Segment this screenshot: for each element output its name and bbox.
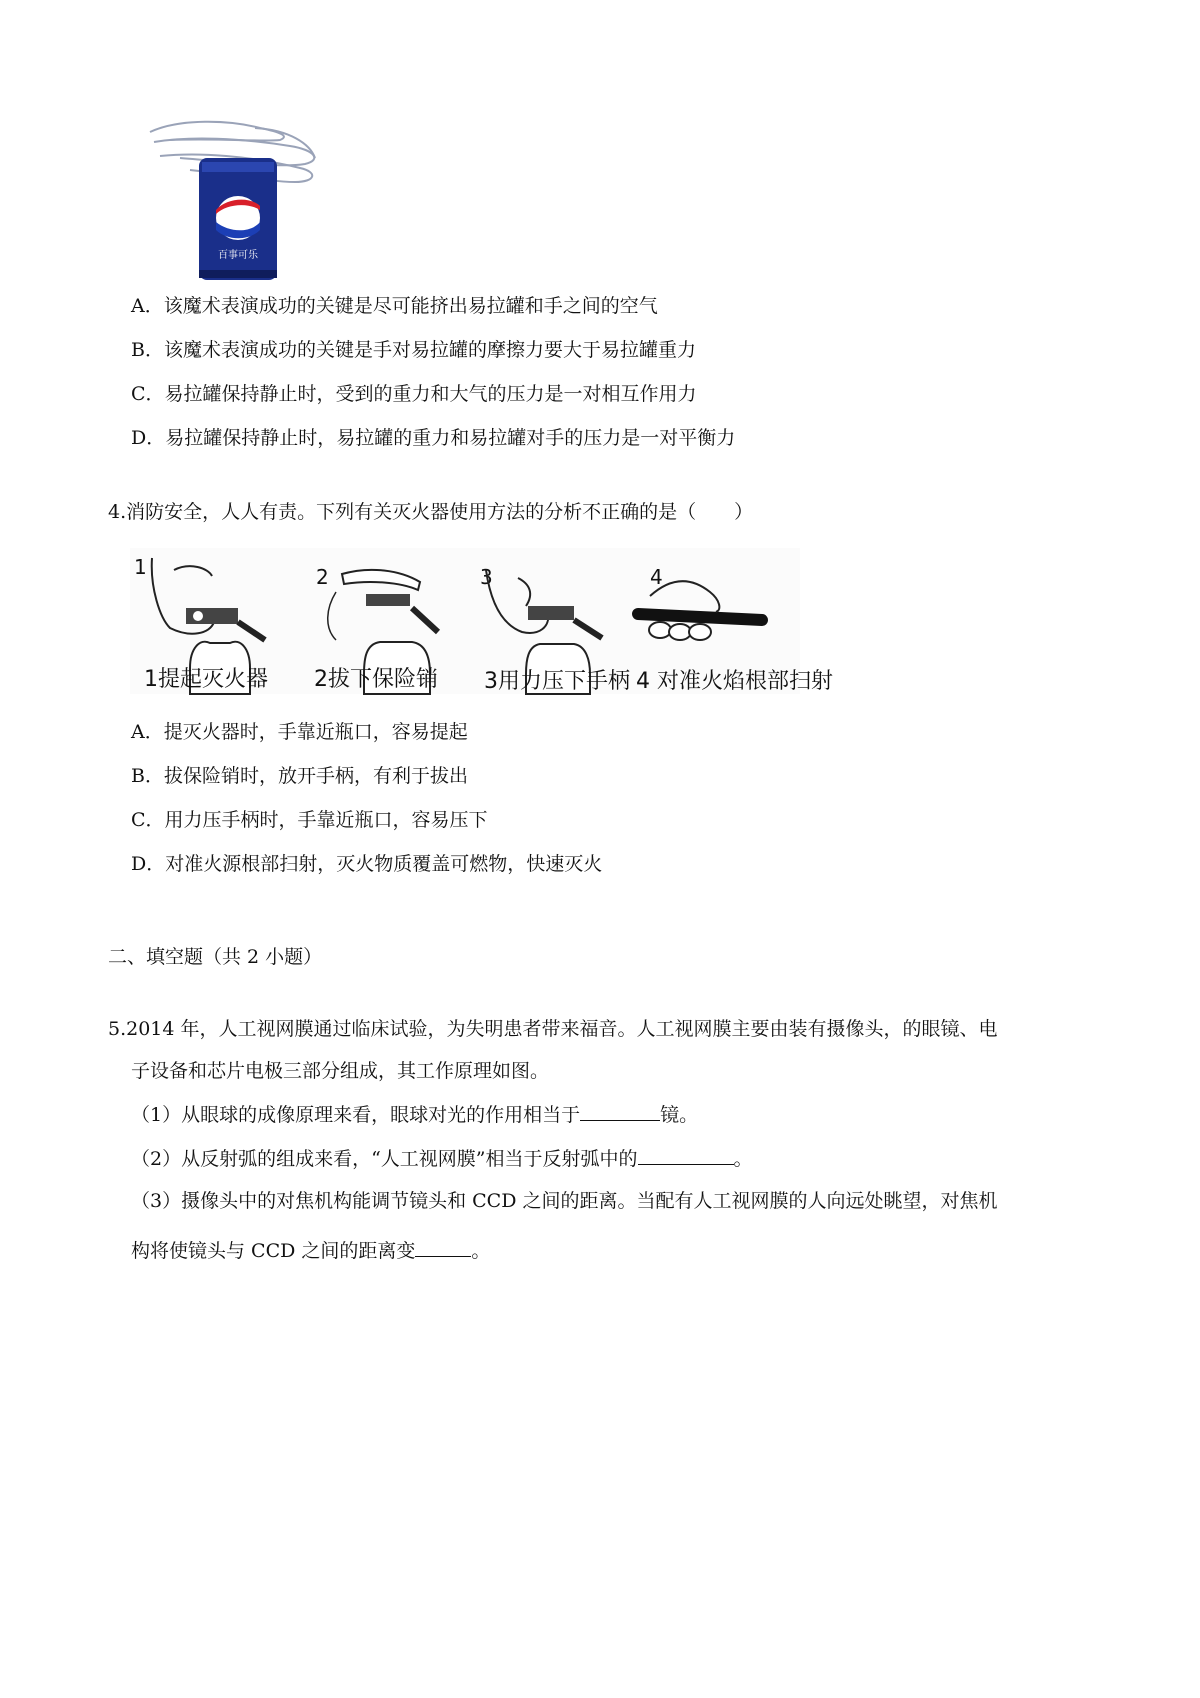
step-4-caption: 4 对准火焰根部扫射 bbox=[636, 669, 833, 694]
step-3-caption: 3用力压下手柄 bbox=[484, 669, 630, 694]
step-4-number: 4 bbox=[650, 565, 663, 589]
q5-stem-line-2: 子设备和芯片电极三部分组成，其工作原理如图。 bbox=[131, 1060, 550, 1082]
q5-sub-1-text: （1）从眼球的成像原理来看，眼球对光的作用相当于 bbox=[131, 1104, 581, 1126]
q4-option-b: B．拔保险销时，放开手柄，有利于拔出 bbox=[131, 765, 468, 787]
q4-option-d: D．对准火源根部扫射，灭火物质覆盖可燃物，快速灭火 bbox=[131, 853, 603, 875]
step-3-panel bbox=[480, 565, 630, 694]
q5-sub-1-blank[interactable] bbox=[580, 1100, 660, 1121]
extinguisher-steps-illustration bbox=[130, 548, 833, 694]
q5-sub-1 bbox=[131, 1100, 698, 1128]
q5-sub-2-blank[interactable] bbox=[638, 1144, 734, 1165]
step-1-panel bbox=[134, 555, 268, 694]
q3-option-a: A．该魔术表演成功的关键是尽可能挤出易拉罐和手之间的空气 bbox=[131, 295, 658, 317]
hand-and-can-illustration bbox=[140, 110, 330, 285]
step-4-panel bbox=[636, 565, 833, 694]
q5-sub-3-line-2 bbox=[131, 1236, 490, 1264]
can-magic-figure bbox=[140, 110, 330, 285]
step-2-panel bbox=[314, 565, 438, 694]
step-2-number: 2 bbox=[316, 565, 329, 589]
q3-option-d: D．易拉罐保持静止时，易拉罐的重力和易拉罐对手的压力是一对平衡力 bbox=[131, 427, 736, 449]
q5-sub-1-suffix: 镜。 bbox=[660, 1104, 699, 1126]
can-label: 百事可乐 bbox=[218, 250, 258, 261]
step-3-number: 3 bbox=[480, 565, 493, 589]
q4-option-c: C．用力压手柄时，手靠近瓶口，容易压下 bbox=[131, 809, 488, 831]
step-1-number: 1 bbox=[134, 555, 147, 579]
q3-option-c: C．易拉罐保持静止时，受到的重力和大气的压力是一对相互作用力 bbox=[131, 383, 697, 405]
step-1-caption: 1提起灭火器 bbox=[144, 667, 268, 692]
q5-sub-3-blank[interactable] bbox=[415, 1236, 471, 1257]
q5-sub-2-suffix: 。 bbox=[733, 1148, 753, 1170]
q4-option-a: A．提灭火器时，手靠近瓶口，容易提起 bbox=[131, 721, 468, 743]
q3-option-b: B．该魔术表演成功的关键是手对易拉罐的摩擦力要大于易拉罐重力 bbox=[131, 339, 696, 361]
q5-sub-2 bbox=[131, 1144, 753, 1172]
q5-sub-3-suffix: 。 bbox=[471, 1240, 491, 1262]
q5-sub-3-line-1: （3）摄像头中的对焦机构能调节镜头和 CCD 之间的距离。当配有人工视网膜的人向远处眺望，对焦机 bbox=[131, 1190, 998, 1212]
section-2-title: 二、填空题（共 2 小题） bbox=[108, 946, 323, 968]
extinguisher-steps-figure bbox=[130, 548, 833, 694]
q4-stem: 4.消防安全，人人有责。下列有关灭火器使用方法的分析不正确的是（ ） bbox=[108, 501, 754, 523]
q5-sub-2-text: （2）从反射弧的组成来看，“人工视网膜”相当于反射弧中的 bbox=[131, 1148, 638, 1170]
q5-sub-3-text: 构将使镜头与 CCD 之间的距离变 bbox=[131, 1240, 416, 1262]
step-2-caption: 2拔下保险销 bbox=[314, 667, 438, 692]
q5-stem-line-1: 5.2014 年，人工视网膜通过临床试验，为失明患者带来福音。人工视网膜主要由装有摄像头，的眼镜、电 bbox=[108, 1018, 998, 1040]
